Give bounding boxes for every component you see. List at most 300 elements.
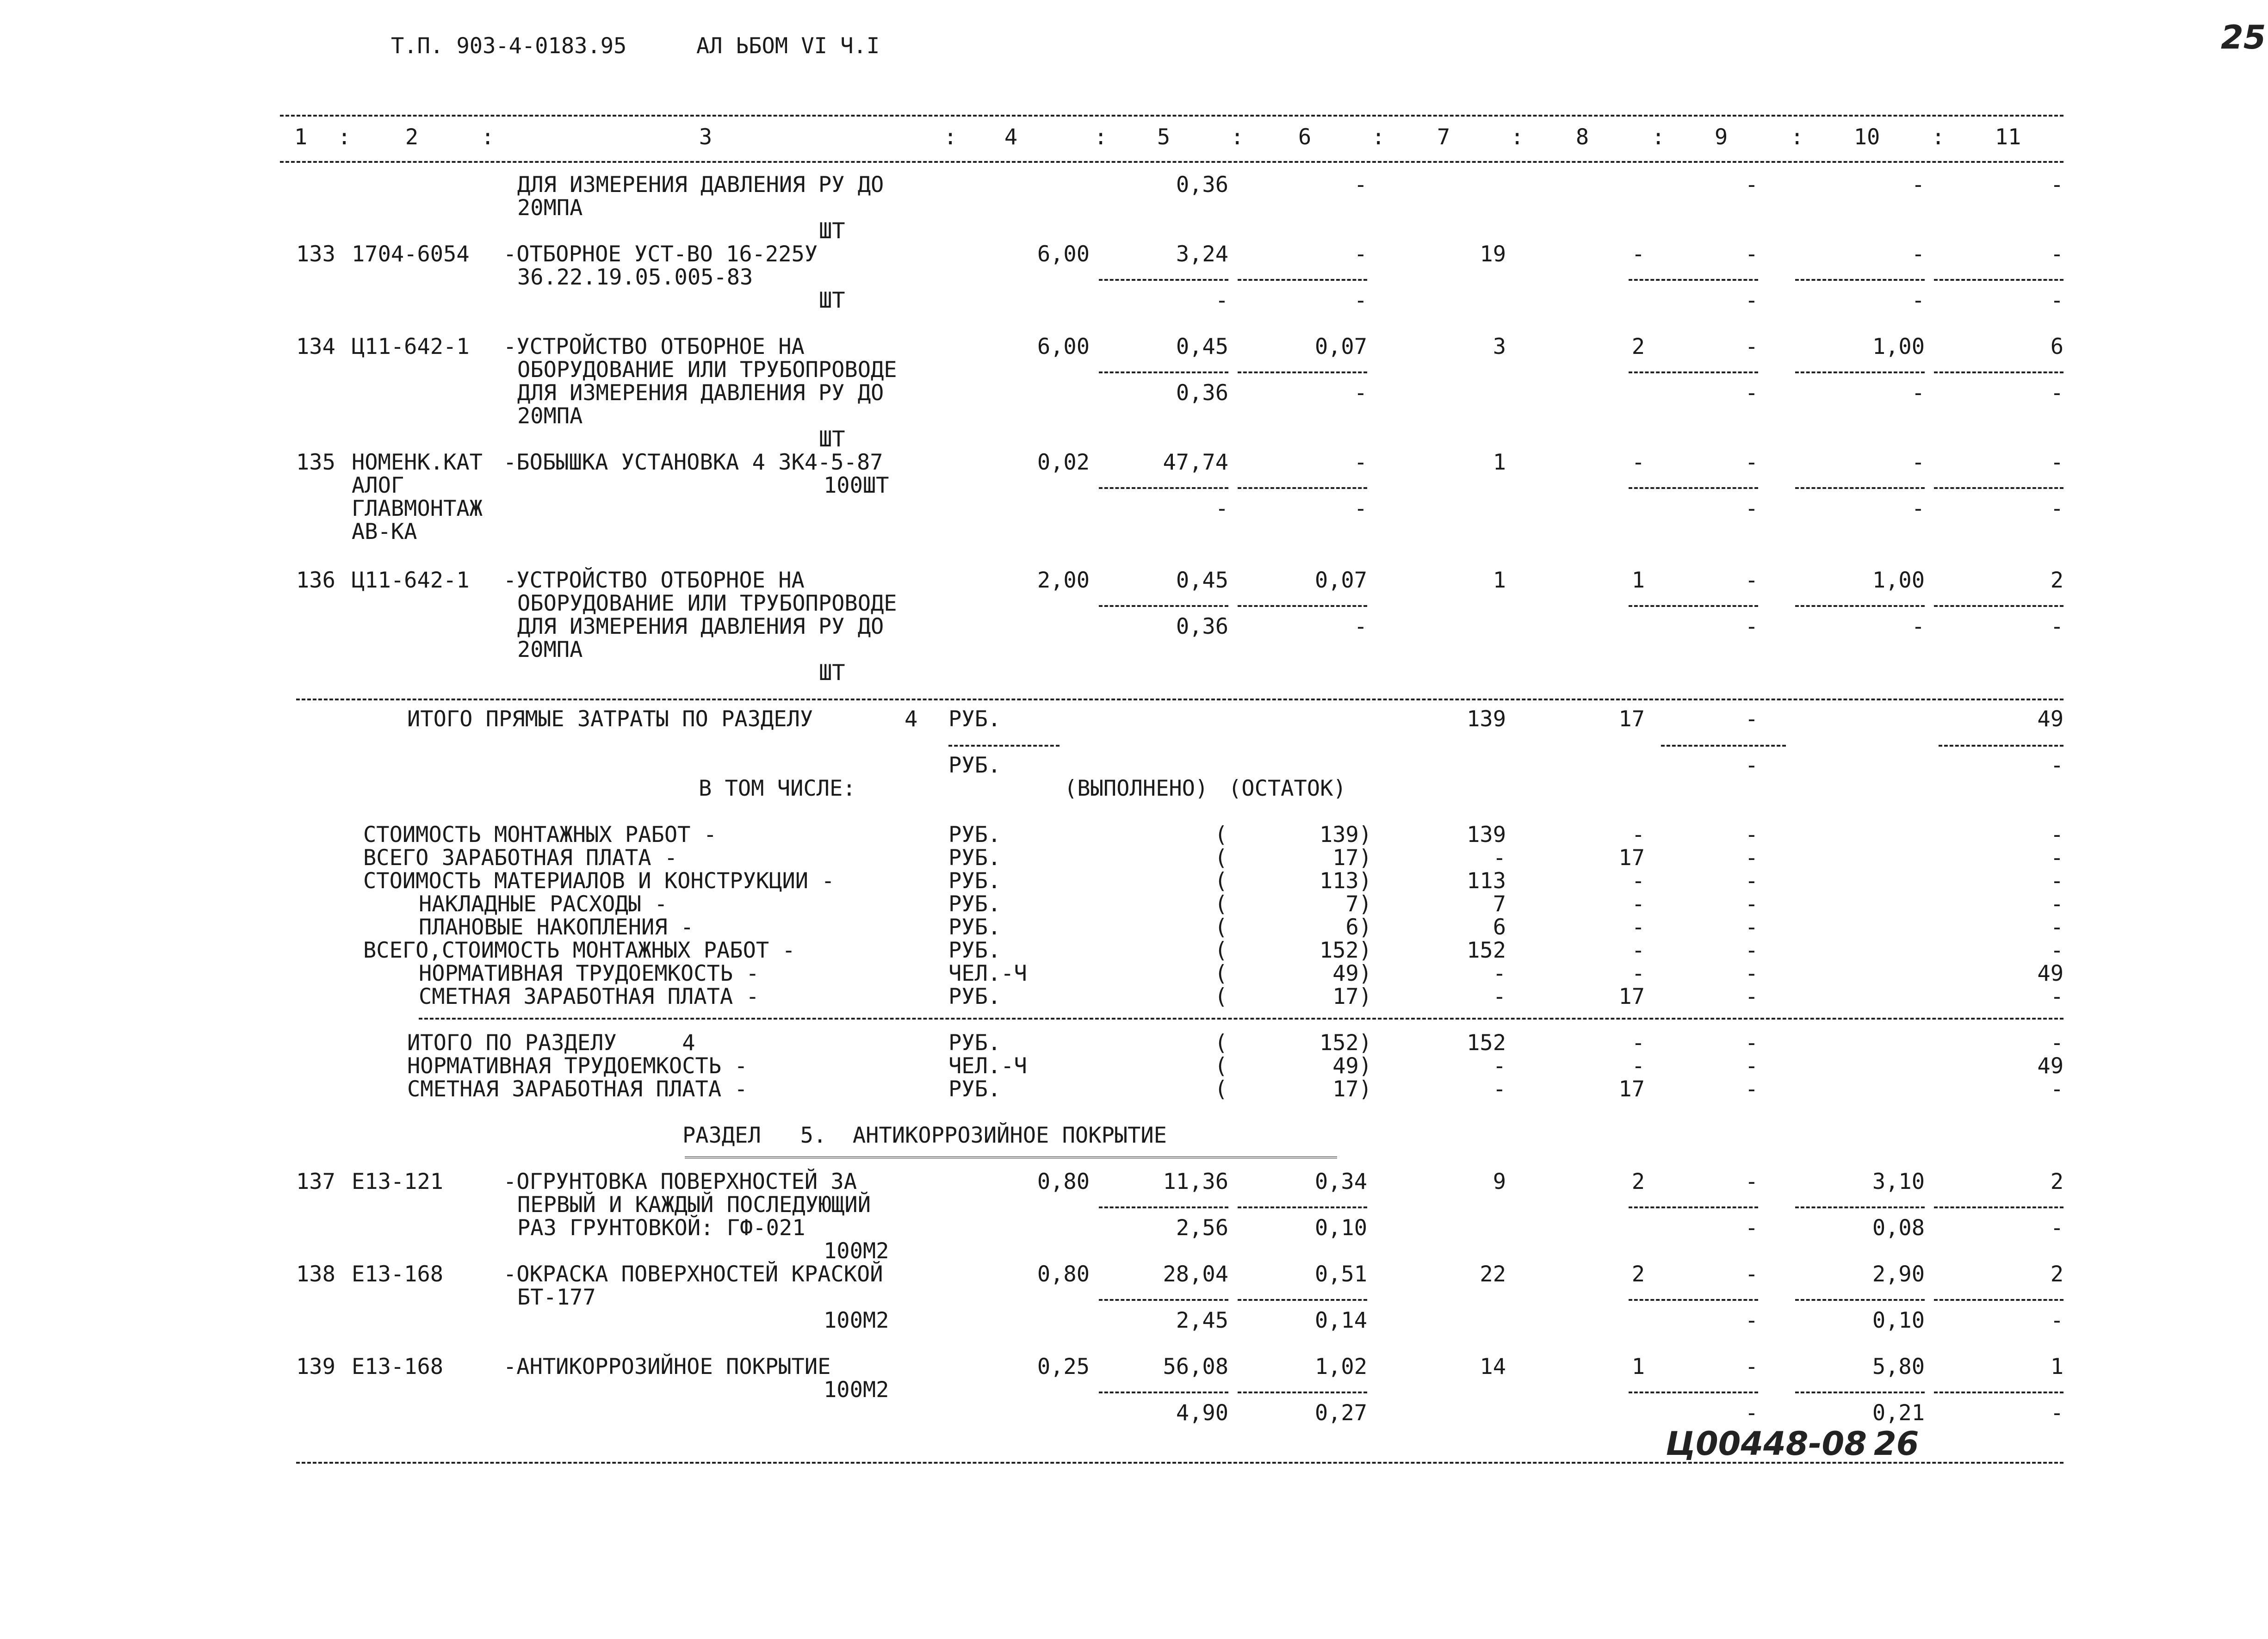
cell-underline <box>1629 371 1758 373</box>
breakdown-unit: ЧЕЛ.-Ч <box>948 961 1027 986</box>
row-description-line: ПЕРВЫЙ И КАЖДЫЙ ПОСЛЕДУЮЩИЙ <box>517 1192 871 1218</box>
paren-open: ( <box>1215 915 1228 940</box>
cell-underline <box>1099 487 1228 489</box>
breakdown-value: 49) <box>1332 1053 1372 1079</box>
row-code: Ц11-642-1 <box>352 568 470 593</box>
breakdown-label: ВСЕГО ЗАРАБОТНАЯ ПЛАТА - <box>363 845 678 871</box>
section-rule <box>296 699 2064 700</box>
breakdown-label: ПЛАНОВЫЕ НАКОПЛЕНИЯ - <box>419 915 694 940</box>
column-separator: : <box>1791 124 1804 150</box>
cell-col-9: - <box>1745 334 1758 359</box>
cell-col-5: 0,36 <box>1176 614 1228 639</box>
cell-col-11: - <box>2050 1076 2064 1102</box>
cell-col-8: - <box>1631 961 1645 986</box>
cell-col-9: - <box>1745 450 1758 475</box>
breakdown-label: СМЕТНАЯ ЗАРАБОТНАЯ ПЛАТА - <box>407 1076 748 1102</box>
cell-underline <box>1099 1392 1228 1393</box>
unit-underline <box>948 745 1060 747</box>
cell-col-10: - <box>1911 288 1925 313</box>
row-number: 136 <box>296 568 335 593</box>
cell-underline <box>1795 279 1925 281</box>
cell-col-8: 1 <box>1631 1354 1645 1379</box>
cell-col-4: 2,00 <box>1037 568 1090 593</box>
cell-col-6: 0,27 <box>1314 1400 1367 1426</box>
row-number: 139 <box>296 1354 335 1379</box>
row-code: Е13-121 <box>352 1169 444 1194</box>
cell-col-11: - <box>2050 868 2064 894</box>
row-unit: 100М2 <box>824 1377 889 1403</box>
cell-col-5: 47,74 <box>1163 450 1228 475</box>
cell-col-9: - <box>1745 1053 1758 1079</box>
cell-col-11: - <box>2050 450 2064 475</box>
cell-col-8: - <box>1631 1030 1645 1056</box>
row-code-line: ГЛАВМОНТАЖ <box>352 496 483 521</box>
column-separator: : <box>1932 124 1945 150</box>
breakdown-value: 6) <box>1345 915 1372 940</box>
cell-col-9: - <box>1745 568 1758 593</box>
cell-col-5: 0,45 <box>1176 568 1228 593</box>
cell-underline <box>1795 1299 1925 1301</box>
column-header-10: 10 <box>1853 124 1880 150</box>
column-separator: : <box>338 124 351 150</box>
breakdown-value: 139) <box>1319 822 1372 847</box>
cell-col-7: 7 <box>1493 891 1506 917</box>
cell-underline <box>1629 1392 1758 1393</box>
row-description-line: -УСТРОЙСТВО ОТБОРНОЕ НА <box>503 334 805 359</box>
cell-col-6: - <box>1354 380 1367 406</box>
handwritten-stamp-code: Ц00448-08 <box>1666 1425 1867 1463</box>
cell-underline <box>1238 371 1367 373</box>
handwritten-sheet-number: 26 <box>1874 1425 1919 1463</box>
cell-col-5: 28,04 <box>1163 1262 1228 1287</box>
cell-col-9: - <box>1745 961 1758 986</box>
cell-underline <box>1934 279 2064 281</box>
breakdown-label: СТОИМОСТЬ МОНТАЖНЫХ РАБОТ - <box>363 822 717 847</box>
cell-col-4: 0,80 <box>1037 1262 1090 1287</box>
cell-col-10: 0,10 <box>1872 1308 1925 1333</box>
row-code: 1704-6054 <box>352 241 470 267</box>
cell-col-11: - <box>2050 1400 2064 1426</box>
row-description-line: -БОБЫШКА УСТАНОВКА 4 ЗК4-5-87 <box>503 450 883 475</box>
column-header-9: 9 <box>1714 124 1728 150</box>
row-code-line: НОМЕНК.КАТ <box>352 450 483 475</box>
row-description-line: ДЛЯ ИЗМЕРЕНИЯ ДАВЛЕНИЯ РУ ДО <box>517 172 884 198</box>
cell-col-10: - <box>1911 380 1925 406</box>
cell-underline <box>1934 605 2064 607</box>
row-description-line: ОБОРУДОВАНИЕ ИЛИ ТРУБОПРОВОДЕ <box>517 591 897 616</box>
cell-col-10: - <box>1911 241 1925 267</box>
incl-rest: (ОСТАТОК) <box>1228 776 1346 801</box>
breakdown-unit: РУБ. <box>948 868 1001 894</box>
cell-col-9: - <box>1745 380 1758 406</box>
cell-col-10: - <box>1911 450 1925 475</box>
breakdown-label: НОРМАТИВНАЯ ТРУДОЕМКОСТЬ - <box>419 961 759 986</box>
cell-col-7: 152 <box>1467 938 1506 963</box>
breakdown-value: 17) <box>1332 845 1372 871</box>
header-rule-top <box>280 115 2064 117</box>
cell-col-6: - <box>1354 288 1367 313</box>
cell-col-11: - <box>2050 938 2064 963</box>
cell-col-11: - <box>2050 915 2064 940</box>
cell-underline <box>1795 605 1925 607</box>
row-description-line: 20МПА <box>517 195 583 221</box>
cell-underline <box>1795 487 1925 489</box>
cell-col-9: - <box>1745 753 1758 778</box>
paren-open: ( <box>1215 938 1228 963</box>
cell-col-7: 1 <box>1493 450 1506 475</box>
cell-underline <box>1238 487 1367 489</box>
column-header-2: 2 <box>405 124 419 150</box>
cell-col-11: - <box>2050 753 2064 778</box>
breakdown-unit: РУБ. <box>948 938 1001 963</box>
cell-underline <box>1099 279 1228 281</box>
cell-underline <box>1934 371 2064 373</box>
cell-col-5: 0,36 <box>1176 172 1228 198</box>
row-description-line: -ОТБОРНОЕ УСТ-ВО 16-225У <box>503 241 818 267</box>
paren-open: ( <box>1215 961 1228 986</box>
cell-col-10: 0,08 <box>1872 1215 1925 1241</box>
row-number: 134 <box>296 334 335 359</box>
cell-col-8: - <box>1631 915 1645 940</box>
row-description-line: ДЛЯ ИЗМЕРЕНИЯ ДАВЛЕНИЯ РУ ДО <box>517 614 884 639</box>
column-separator: : <box>481 124 495 150</box>
cell-col-8: 17 <box>1618 845 1645 871</box>
paren-open: ( <box>1215 984 1228 1009</box>
breakdown-value: 113) <box>1319 868 1372 894</box>
cell-col-9: - <box>1745 938 1758 963</box>
cell-col-10: - <box>1911 172 1925 198</box>
breakdown-value: 152) <box>1319 1030 1372 1056</box>
cell-col-4: 0,02 <box>1037 450 1090 475</box>
cell-col-5: 56,08 <box>1163 1354 1228 1379</box>
cell-col-11: - <box>2050 984 2064 1009</box>
cell-col-10: 2,90 <box>1872 1262 1925 1287</box>
cell-col-8: - <box>1631 822 1645 847</box>
cell-col-7: 139 <box>1467 706 1506 732</box>
column-separator: : <box>1094 124 1108 150</box>
section-5-title: РАЗДЕЛ 5. АНТИКОРРОЗИЙНОЕ ПОКРЫТИЕ <box>682 1123 1167 1148</box>
cell-col-11: - <box>2050 1215 2064 1241</box>
cell-col-8: 2 <box>1631 334 1645 359</box>
cell-col-9: - <box>1745 845 1758 871</box>
cell-col-4: 0,25 <box>1037 1354 1090 1379</box>
cell-col-5: 0,45 <box>1176 334 1228 359</box>
cell-col-10: 1,00 <box>1872 568 1925 593</box>
cell-underline <box>1238 1206 1367 1208</box>
cell-col-9: - <box>1745 241 1758 267</box>
cell-col-4: 0,80 <box>1037 1169 1090 1194</box>
cell-col-9: - <box>1745 868 1758 894</box>
cell-col-5: 2,45 <box>1176 1308 1228 1333</box>
row-code: Е13-168 <box>352 1354 444 1379</box>
row-description-line: -АНТИКОРРОЗИЙНОЕ ПОКРЫТИЕ <box>503 1354 831 1379</box>
cell-col-9: - <box>1745 1169 1758 1194</box>
cell-col-5: - <box>1215 288 1228 313</box>
cell-col-7: 139 <box>1467 822 1506 847</box>
cell-underline <box>1629 279 1758 281</box>
incl-done: (ВЫПОЛНЕНО) <box>1064 776 1208 801</box>
column-header-5: 5 <box>1157 124 1171 150</box>
cell-col-7: - <box>1493 961 1506 986</box>
cell-col-11: - <box>2050 380 2064 406</box>
breakdown-value: 17) <box>1332 1076 1372 1102</box>
cell-col-6: 0,10 <box>1314 1215 1367 1241</box>
cell-underline <box>1795 371 1925 373</box>
cell-col-8: 1 <box>1631 568 1645 593</box>
cell-col-5: 3,24 <box>1176 241 1228 267</box>
total-direct-unit: РУБ. <box>948 706 1001 732</box>
cell-col-5: 2,56 <box>1176 1215 1228 1241</box>
cell-col-7: 6 <box>1493 915 1506 940</box>
breakdown-label: НОРМАТИВНАЯ ТРУДОЕМКОСТЬ - <box>407 1053 748 1079</box>
row-description-line: -ОКРАСКА ПОВЕРХНОСТЕЙ КРАСКОЙ <box>503 1262 883 1287</box>
cell-col-5: 4,90 <box>1176 1400 1228 1426</box>
row-unit: 100М2 <box>824 1238 889 1264</box>
cell-underline <box>1238 1392 1367 1393</box>
cell-col-8: - <box>1631 868 1645 894</box>
cell-col-8: - <box>1631 241 1645 267</box>
cell-underline <box>1238 1299 1367 1301</box>
cell-col-7: - <box>1493 1053 1506 1079</box>
paren-open: ( <box>1215 868 1228 894</box>
breakdown-value: 17) <box>1332 984 1372 1009</box>
cell-col-6: 0,07 <box>1314 334 1367 359</box>
cell-col-11: - <box>2050 822 2064 847</box>
cell-col-8: 17 <box>1618 1076 1645 1102</box>
cell-underline <box>1099 1299 1228 1301</box>
paren-open: ( <box>1215 1076 1228 1102</box>
cell-col-9: - <box>1745 172 1758 198</box>
cell-col-9: - <box>1745 984 1758 1009</box>
row-description-line: -ОГРУНТОВКА ПОВЕРХНОСТЕЙ ЗА <box>503 1169 857 1194</box>
cell-col-11: 2 <box>2050 1262 2064 1287</box>
cell-underline <box>1934 487 2064 489</box>
cell-underline <box>1629 1299 1758 1301</box>
cell-col-9: - <box>1745 1354 1758 1379</box>
column-separator: : <box>1231 124 1244 150</box>
cell-col-6: - <box>1354 496 1367 521</box>
cell-col-11: - <box>2050 241 2064 267</box>
cell-col-10: - <box>1911 614 1925 639</box>
cell-col-7: 3 <box>1493 334 1506 359</box>
cell-col-8: 17 <box>1618 984 1645 1009</box>
cell-col-10: - <box>1911 496 1925 521</box>
cell-col-11: - <box>2050 172 2064 198</box>
row-unit: 100ШТ <box>824 473 889 498</box>
breakdown-unit: РУБ. <box>948 915 1001 940</box>
row-description-line: -УСТРОЙСТВО ОТБОРНОЕ НА <box>503 568 805 593</box>
cell-col-7: 9 <box>1493 1169 1506 1194</box>
row-description-line: 20МПА <box>517 637 583 662</box>
cell-col-11: 49 <box>2037 1053 2064 1079</box>
cell-col-5: 11,36 <box>1163 1169 1228 1194</box>
cell-underline <box>1795 1206 1925 1208</box>
cell-col-7: - <box>1493 984 1506 1009</box>
paren-open: ( <box>1215 822 1228 847</box>
cell-col-10: 3,10 <box>1872 1169 1925 1194</box>
cell-col-9: - <box>1745 288 1758 313</box>
row-description-line: 20МПА <box>517 403 583 429</box>
cell-col-11: - <box>2050 1308 2064 1333</box>
row-number: 135 <box>296 450 335 475</box>
cell-col-9: - <box>1745 614 1758 639</box>
handwritten-page-number: 25 <box>2221 19 2266 56</box>
column-header-11: 11 <box>1995 124 2021 150</box>
breakdown-label: СТОИМОСТЬ МАТЕРИАЛОВ И КОНСТРУКЦИИ - <box>363 868 835 894</box>
breakdown-unit: РУБ. <box>948 984 1001 1009</box>
breakdown-unit: РУБ. <box>948 845 1001 871</box>
cell-col-6: 0,51 <box>1314 1262 1367 1287</box>
total-direct-unit-2: РУБ. <box>948 753 1001 778</box>
header-rule-bottom <box>280 161 2064 163</box>
cell-underline <box>1934 1206 2064 1208</box>
cell-col-11: 2 <box>2050 1169 2064 1194</box>
cell-col-11: 2 <box>2050 568 2064 593</box>
breakdown-rule <box>419 1018 2064 1020</box>
cell-underline <box>1934 1299 2064 1301</box>
breakdown-value: 7) <box>1345 891 1372 917</box>
cell-col-7: - <box>1493 845 1506 871</box>
column-header-4: 4 <box>1004 124 1018 150</box>
row-description-line: БТ-177 <box>517 1285 596 1310</box>
cell-col-4: 6,00 <box>1037 241 1090 267</box>
column-header-6: 6 <box>1298 124 1312 150</box>
cell-col-11: 49 <box>2037 706 2064 732</box>
cell-col-11: - <box>2050 845 2064 871</box>
paren-open: ( <box>1215 1030 1228 1056</box>
breakdown-value: 49) <box>1332 961 1372 986</box>
cell-col-5: - <box>1215 496 1228 521</box>
cell-col-9: - <box>1745 1076 1758 1102</box>
cell-col-4: 6,00 <box>1037 334 1090 359</box>
row-code-line: АВ-КА <box>352 519 417 544</box>
bottom-rule <box>296 1462 2064 1464</box>
breakdown-value: 152) <box>1319 938 1372 963</box>
breakdown-unit: РУБ. <box>948 1076 1001 1102</box>
cell-col-11: - <box>2050 496 2064 521</box>
cell-col-6: - <box>1354 614 1367 639</box>
incl-label: В ТОМ ЧИСЛЕ: <box>699 776 856 801</box>
cell-col-8: 17 <box>1618 706 1645 732</box>
cell-col-11: 49 <box>2037 961 2064 986</box>
cell-col-10: 5,80 <box>1872 1354 1925 1379</box>
col11-underline <box>1939 745 2064 747</box>
cell-underline <box>1238 605 1367 607</box>
cell-col-6: 0,34 <box>1314 1169 1367 1194</box>
cell-col-6: 0,14 <box>1314 1308 1367 1333</box>
cell-col-11: - <box>2050 891 2064 917</box>
row-unit: ШТ <box>819 288 845 313</box>
section-5-title-underline <box>685 1157 1337 1158</box>
cell-col-9: - <box>1745 1308 1758 1333</box>
cell-col-6: 1,02 <box>1314 1354 1367 1379</box>
cell-underline <box>1099 371 1228 373</box>
cell-col-8: - <box>1631 1053 1645 1079</box>
breakdown-unit: РУБ. <box>948 1030 1001 1056</box>
paren-open: ( <box>1215 1053 1228 1079</box>
cell-underline <box>1238 279 1367 281</box>
row-number: 133 <box>296 241 335 267</box>
breakdown-label: ИТОГО ПО РАЗДЕЛУ 4 <box>407 1030 695 1056</box>
breakdown-label: ВСЕГО,СТОИМОСТЬ МОНТАЖНЫХ РАБОТ - <box>363 938 795 963</box>
row-description-line: РАЗ ГРУНТОВКОЙ: ГФ-021 <box>517 1215 806 1241</box>
cell-col-9: - <box>1745 706 1758 732</box>
row-unit: 100М2 <box>824 1308 889 1333</box>
column-separator: : <box>1511 124 1524 150</box>
cell-col-11: - <box>2050 614 2064 639</box>
cell-underline <box>1629 605 1758 607</box>
paren-open: ( <box>1215 845 1228 871</box>
breakdown-label: НАКЛАДНЫЕ РАСХОДЫ - <box>419 891 668 917</box>
cell-col-6: - <box>1354 241 1367 267</box>
cell-col-8: - <box>1631 891 1645 917</box>
cell-col-7: 1 <box>1493 568 1506 593</box>
row-code-line: АЛОГ <box>352 473 404 498</box>
cell-col-11: - <box>2050 1030 2064 1056</box>
cell-col-11: 1 <box>2050 1354 2064 1379</box>
cell-col-8: 2 <box>1631 1262 1645 1287</box>
cell-col-10: 1,00 <box>1872 334 1925 359</box>
row-number: 137 <box>296 1169 335 1194</box>
cell-col-7: - <box>1493 1076 1506 1102</box>
cell-col-9: - <box>1745 1262 1758 1287</box>
cell-underline <box>1629 487 1758 489</box>
cell-col-7: 113 <box>1467 868 1506 894</box>
cell-col-9: - <box>1745 496 1758 521</box>
column-header-8: 8 <box>1575 124 1589 150</box>
cell-col-7: 22 <box>1480 1262 1506 1287</box>
cell-col-9: - <box>1745 1030 1758 1056</box>
row-description-line: 36.22.19.05.005-83 <box>517 265 753 290</box>
total-direct-label: ИТОГО ПРЯМЫЕ ЗАТРАТЫ ПО РАЗДЕЛУ <box>407 706 813 732</box>
column-header-3: 3 <box>699 124 713 150</box>
row-unit: ШТ <box>819 427 845 452</box>
cell-col-8: - <box>1631 450 1645 475</box>
col9-underline <box>1661 745 1786 747</box>
row-description-line: ДЛЯ ИЗМЕРЕНИЯ ДАВЛЕНИЯ РУ ДО <box>517 380 884 406</box>
cell-col-10: 0,21 <box>1872 1400 1925 1426</box>
cell-col-8: - <box>1631 938 1645 963</box>
row-unit: ШТ <box>819 660 845 686</box>
cell-col-5: 0,36 <box>1176 380 1228 406</box>
cell-col-9: - <box>1745 1400 1758 1426</box>
total-direct-section: 4 <box>905 706 918 732</box>
cell-col-8: 2 <box>1631 1169 1645 1194</box>
cell-col-9: - <box>1745 915 1758 940</box>
column-header-1: 1 <box>294 124 308 150</box>
cell-underline <box>1099 605 1228 607</box>
cell-col-6: - <box>1354 172 1367 198</box>
row-code: Е13-168 <box>352 1262 444 1287</box>
album-label: АЛ ЬБОМ VI Ч.I <box>696 33 880 59</box>
breakdown-unit: РУБ. <box>948 891 1001 917</box>
row-unit: ШТ <box>819 218 845 244</box>
cell-col-11: - <box>2050 288 2064 313</box>
column-separator: : <box>1652 124 1665 150</box>
breakdown-unit: РУБ. <box>948 822 1001 847</box>
cell-col-11: 6 <box>2050 334 2064 359</box>
paren-open: ( <box>1215 891 1228 917</box>
cell-col-7: 14 <box>1480 1354 1506 1379</box>
breakdown-unit: ЧЕЛ.-Ч <box>948 1053 1027 1079</box>
row-description-line: ОБОРУДОВАНИЕ ИЛИ ТРУБОПРОВОДЕ <box>517 357 897 383</box>
cell-col-7: 19 <box>1480 241 1506 267</box>
breakdown-label: СМЕТНАЯ ЗАРАБОТНАЯ ПЛАТА - <box>419 984 759 1009</box>
column-header-7: 7 <box>1437 124 1450 150</box>
column-separator: : <box>1372 124 1385 150</box>
cell-col-7: 152 <box>1467 1030 1506 1056</box>
column-separator: : <box>944 124 957 150</box>
